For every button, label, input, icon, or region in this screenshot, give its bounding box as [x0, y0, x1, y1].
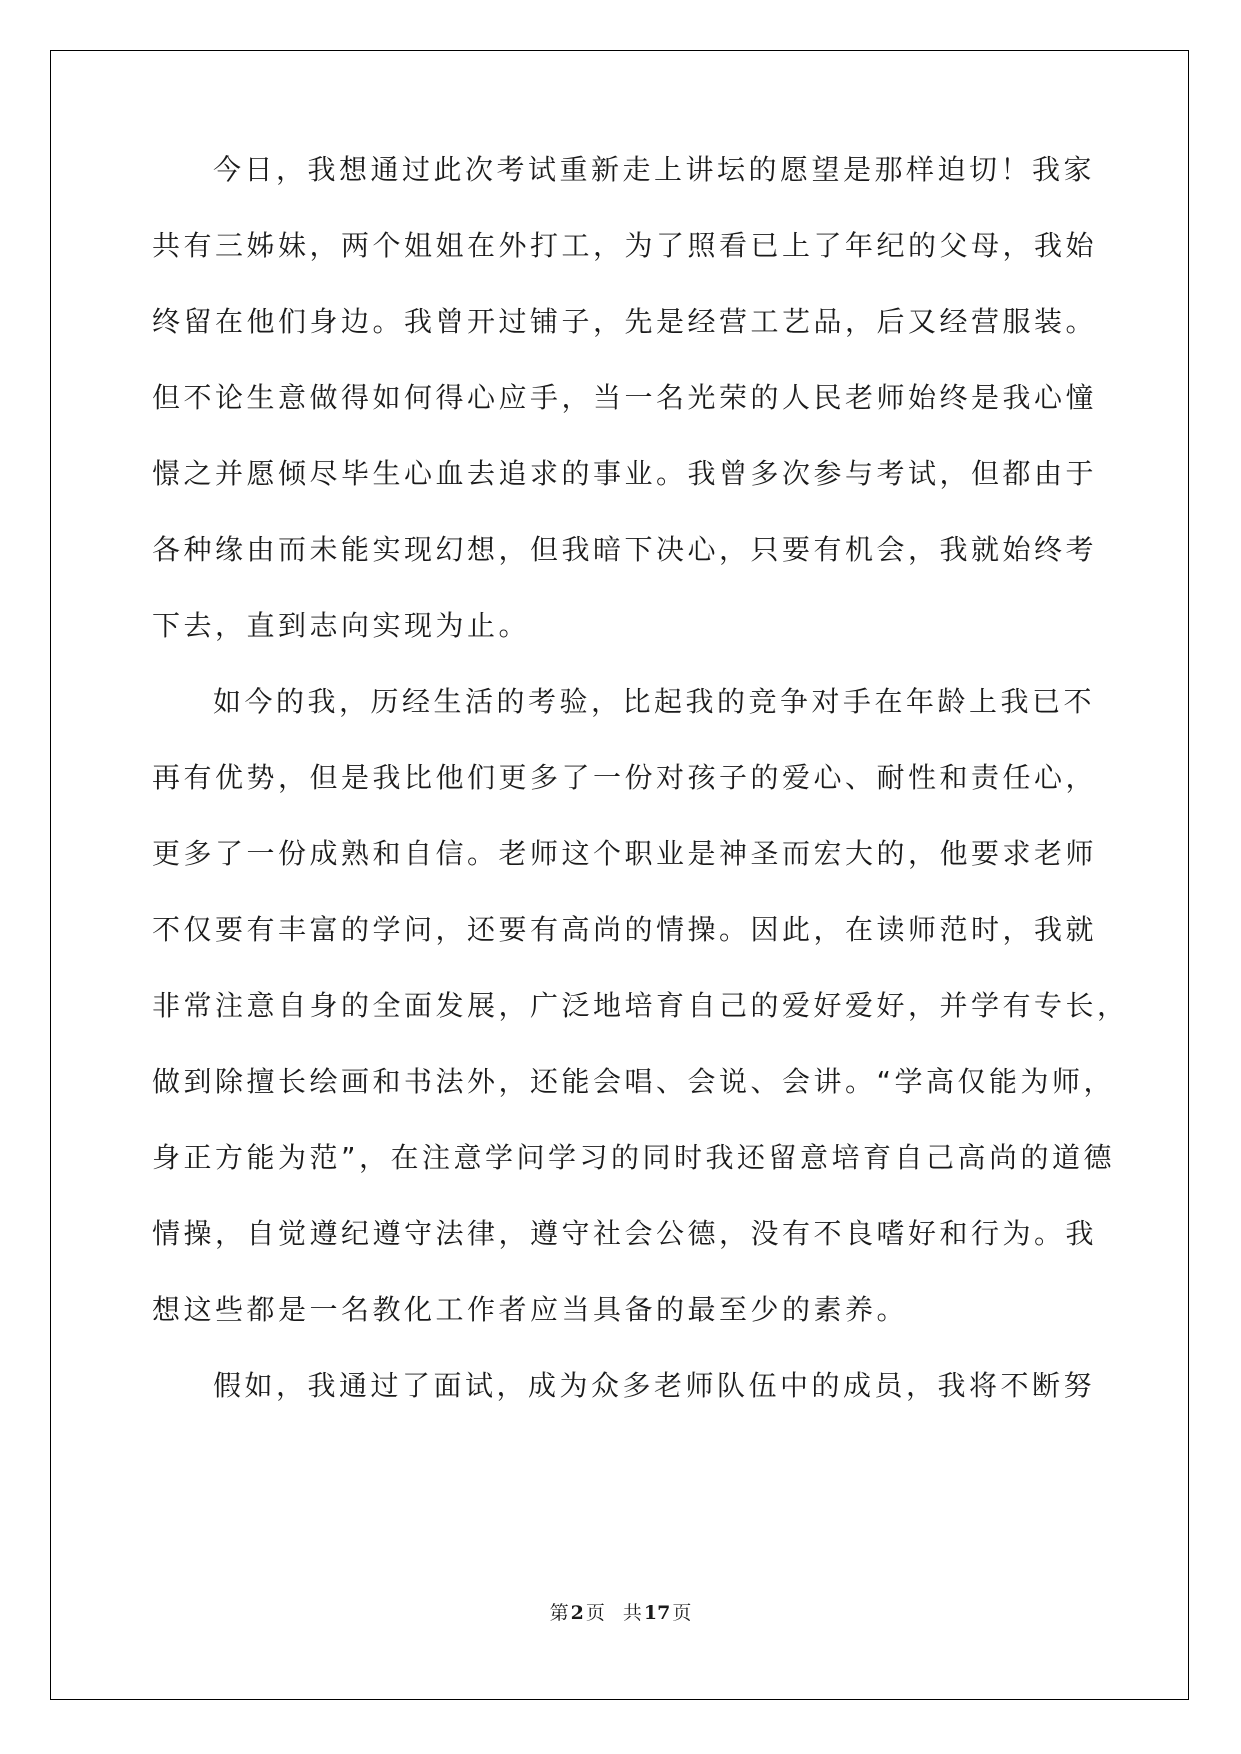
body-line-3: 终留在他们身边。我曾开过铺子，先是经营工艺品，后又经营服装。: [152, 305, 1098, 338]
page-border: [50, 50, 1189, 1700]
total-pages: 17: [643, 1602, 671, 1624]
body-line-1: 今日，我想通过此次考试重新走上讲坛的愿望是那样迫切！我家: [213, 153, 1096, 186]
page-number: 2: [570, 1602, 584, 1624]
body-line-4: 但不论生意做得如何得心应手，当一名光荣的人民老师始终是我心憧: [152, 381, 1098, 414]
body-line-10: 更多了一份成熟和自信。老师这个职业是神圣而宏大的，他要求老师: [152, 837, 1098, 870]
body-line-5: 憬之并愿倾尽毕生心血去追求的事业。我曾多次参与考试，但都由于: [152, 457, 1098, 490]
body-line-8: 如今的我，历经生活的考验，比起我的竞争对手在年龄上我已不: [213, 685, 1096, 718]
page-prefix: 第: [549, 1602, 569, 1624]
body-line-15: 情操，自觉遵纪遵守法律，遵守社会公德，没有不良嗜好和行为。我: [152, 1217, 1098, 1250]
body-line-7: 下去，直到志向实现为止。: [152, 609, 531, 642]
body-line-6: 各种缘由而未能实现幻想，但我暗下决心，只要有机会，我就始终考: [152, 533, 1098, 566]
body-line-16: 想这些都是一名教化工作者应当具备的最至少的素养。: [152, 1293, 909, 1326]
total-prefix: 共: [622, 1602, 642, 1624]
body-line-17: 假如，我通过了面试，成为众多老师队伍中的成员，我将不断努: [213, 1369, 1096, 1402]
total-suffix: 页: [672, 1602, 692, 1624]
body-line-14: 身正方能为范”，在注意学问学习的同时我还留意培育自己高尚的道德: [152, 1141, 1116, 1174]
page-footer: [0, 1598, 1241, 1625]
body-line-9: 再有优势，但是我比他们更多了一份对孩子的爱心、耐性和责任心，: [152, 761, 1098, 794]
body-line-13: 做到除擅长绘画和书法外，还能会唱、会说、会讲。“学高仅能为师，: [152, 1065, 1116, 1098]
body-line-12: 非常注意自身的全面发展，广泛地培育自己的爱好爱好，并学有专长，: [152, 989, 1129, 1022]
body-line-11: 不仅要有丰富的学问，还要有高尚的情操。因此，在读师范时，我就: [152, 913, 1098, 946]
page-suffix: 页: [585, 1602, 605, 1624]
body-line-2: 共有三姊妹，两个姐姐在外打工，为了照看已上了年纪的父母，我始: [152, 229, 1098, 262]
